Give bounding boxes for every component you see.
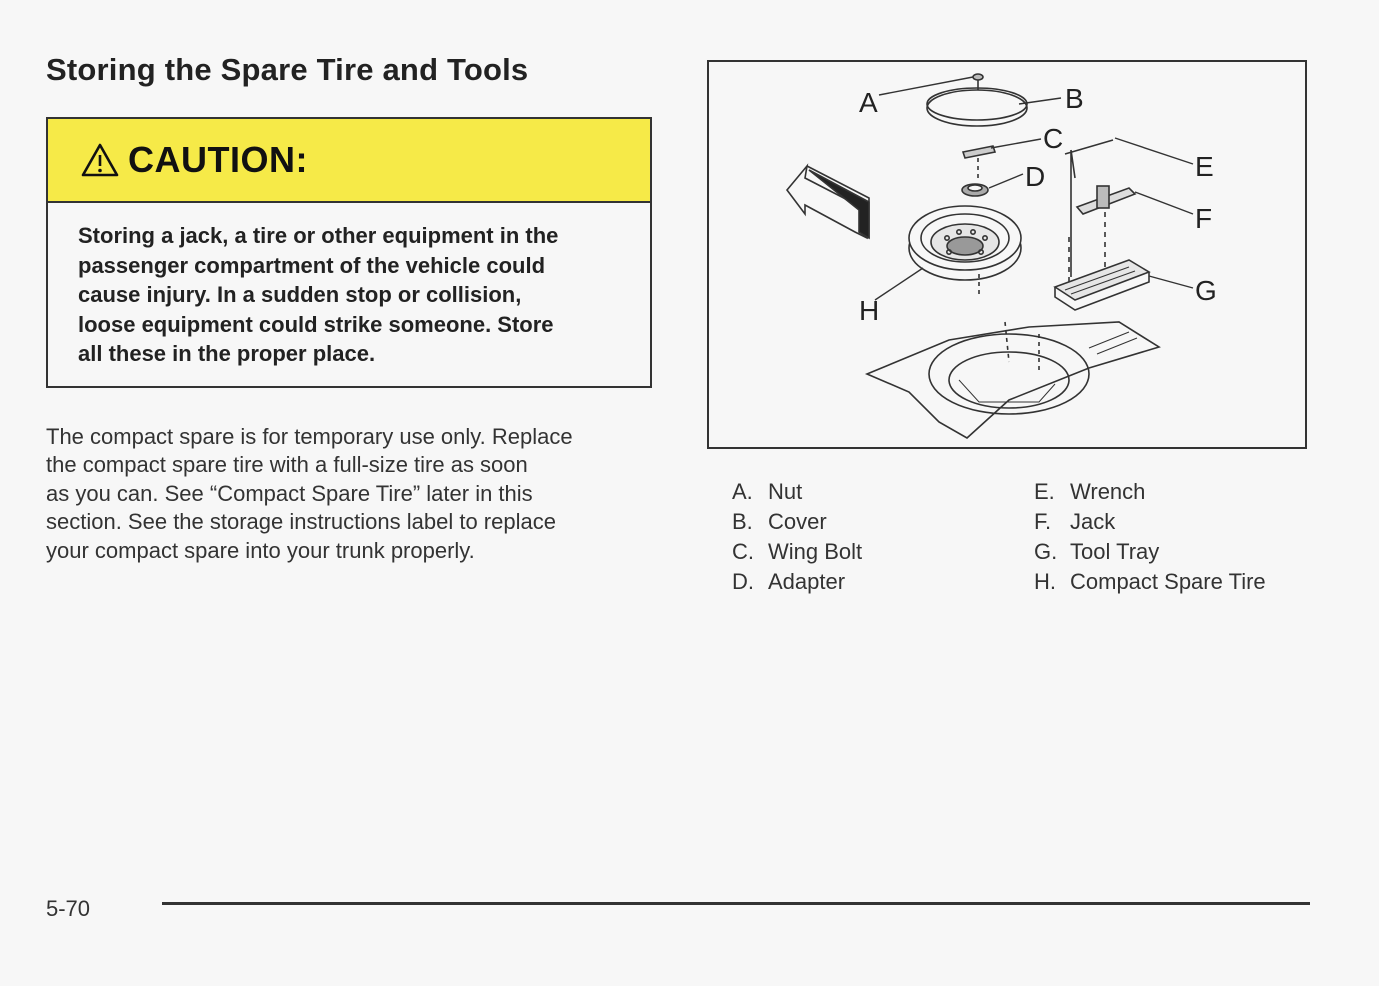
callout-label: C [1043,123,1064,154]
body-paragraph [46,423,646,565]
paragraph-line: The compact spare is for temporary use only. Replace [46,424,573,449]
callout-label: G [1195,275,1217,306]
wing-bolt-part [963,146,995,182]
callout-label: E [1195,151,1214,182]
legend-item: F. Jack [1034,509,1116,534]
caution-box [46,117,652,388]
jack-part [1077,186,1135,267]
legend-item: B. Cover [732,509,827,534]
callout-label: A [859,87,878,118]
warning-triangle-icon [80,142,120,178]
caution-line: loose equipment could strike someone. Store [78,311,554,337]
caution-line: cause injury. In a sudden stop or collision, [78,282,522,308]
front-arrow-icon [787,166,869,238]
page-title: Storing the Spare Tire and Tools [46,52,529,87]
paragraph-line: section. See the storage instructions label to replace [46,509,556,535]
callout-label: D [1025,161,1046,192]
callout-label: B [1065,83,1084,114]
callout-label: F [1195,203,1213,234]
caution-title: CAUTION: [128,139,308,180]
parts-legend-left [732,477,862,597]
caution-text [48,203,650,369]
paragraph-line: your compact spare into your trunk properly. [46,537,475,563]
trunk-floor-part [867,322,1159,438]
caution-header [48,119,650,203]
legend-item: H. Compact Spare Tire [1034,569,1266,594]
caution-line: passenger compartment of the vehicle could [78,252,546,278]
page-number: 5-70 [46,896,91,921]
caution-line: all these in the proper place. [78,341,376,367]
cover-part [927,88,1027,126]
parts-legend-right [1034,477,1266,597]
spare-tire-illustration [707,60,1307,449]
legend-item: G. Tool Tray [1034,539,1160,564]
paragraph-line: as you can. See “Compact Spare Tire” later in this [46,480,533,506]
legend-item: D. Adapter [732,569,846,594]
spare-tire-diagram [709,62,1305,447]
legend-item: A. Nut [732,479,803,504]
legend-item: C. Wing Bolt [732,539,863,564]
adapter-part [962,184,988,196]
footer-rule [162,902,1310,905]
callout-label: H [859,295,880,326]
legend-item: E. Wrench [1034,479,1146,504]
compact-spare-tire-part [909,206,1021,294]
caution-line: Storing a jack, a tire or other equipment in the [78,223,559,248]
paragraph-line: the compact spare tire with a full-size tire as soon [46,452,528,478]
